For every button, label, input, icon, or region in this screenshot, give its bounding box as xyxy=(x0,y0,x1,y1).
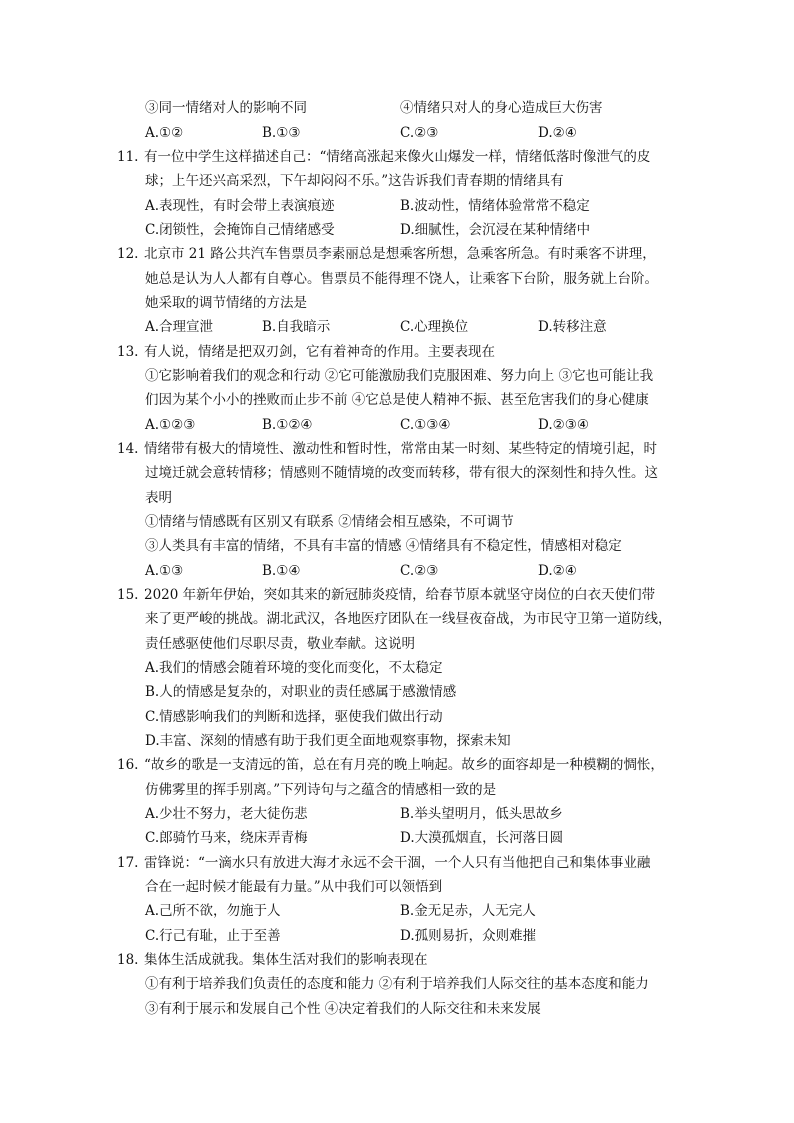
q10-statement-4: ④情绪只对人的身心造成巨大伤害 xyxy=(400,100,603,116)
q11-option-a: A.表现性，有时会带上表演痕迹 xyxy=(145,198,335,214)
q17-stem-line-2: 合在一起时候才能最有力量。”从中我们可以领悟到 xyxy=(145,879,443,895)
q16-option-b: B.举头望明月，低头思故乡 xyxy=(400,806,563,822)
q15-stem-line-1: 15. 2020 年新年伊始，突如其来的新冠肺炎疫情，给春节原本就坚守岗位的白衣天使们带 xyxy=(117,583,655,607)
q11-option-b: B.波动性，情绪体验常常不稳定 xyxy=(400,198,590,214)
q16-stem-line-1: 16. “故乡的歌是一支清远的笛，总在有月亮的晚上响起。故乡的面容却是一种模糊的惆怅， xyxy=(117,753,664,777)
q16-option-a: A.少壮不努力，老大徒伤悲 xyxy=(145,806,308,822)
q11-stem-line-2: 球；上午还兴高采烈，下午却闷闷不乐。”这告诉我们青春期的情绪具有 xyxy=(145,173,564,189)
q15-option-c: C.情感影响我们的判断和选择，驱使我们做出行动 xyxy=(145,709,443,725)
q10-option-d: D.②④ xyxy=(538,125,577,141)
q12-number: 12. xyxy=(117,246,139,262)
q11-option-c: C.闭锁性，会掩饰自己情绪感受 xyxy=(145,222,335,238)
q14-option-b: B.①④ xyxy=(262,563,301,579)
q17-stem-line-1: 17. 雷锋说：“一滴水只有放进大海才永远不会干涸，一个人只有当他把自己和集体事业融 xyxy=(117,851,650,875)
q13-stem-line-1: 13. 有人说，情绪是把双刃剑，它有着神奇的作用。主要表现在 xyxy=(117,340,495,364)
q14-number: 14. xyxy=(117,441,139,457)
q17-option-d: D.孤则易折，众则难摧 xyxy=(400,928,537,944)
q13-stem-line-2: ①它影响着我们的观念和行动 ②它可能激励我们克服困难、努力向上 ③它也可能让我 xyxy=(145,368,654,384)
q13-stem-line-3: 们因为某个小小的挫败而止步不前 ④它总是使人精神不振、甚至危害我们的身心健康 xyxy=(145,392,649,408)
q14-stem-line-3: 表明 xyxy=(145,490,172,506)
q12-option-c: C.心理换位 xyxy=(400,319,469,335)
q14-statements-3-4: ③人类具有丰富的情绪，不具有丰富的情感 ④情绪具有不稳定性，情感相对稳定 xyxy=(145,538,622,554)
q17-number: 17. xyxy=(117,855,139,871)
q10-option-c: C.②③ xyxy=(400,125,439,141)
q15-option-b: B.人的情感是复杂的，对职业的责任感属于感激情感 xyxy=(145,684,457,700)
q13-option-d: D.②③④ xyxy=(538,417,589,433)
q18-statements-1-2: ①有利于培养我们负责任的态度和能力 ②有利于培养我们人际交往的基本态度和能力 xyxy=(145,976,649,992)
q11-option-d: D.细腻性，会沉浸在某种情绪中 xyxy=(400,222,591,238)
q13-option-a: A.①②③ xyxy=(145,417,196,433)
q15-option-d: D.丰富、深刻的情感有助于我们更全面地观察事物，探索未知 xyxy=(145,733,511,749)
q14-stem-line-2: 过境迁就会意转情移；情感则不随情境的改变而转移，带有很大的深刻性和持久性。这 xyxy=(145,465,658,481)
q12-option-d: D.转移注意 xyxy=(538,319,607,335)
q12-option-b: B.自我暗示 xyxy=(262,319,331,335)
q12-stem-line-3: 她采取的调节情绪的方法是 xyxy=(145,295,307,311)
q14-option-a: A.①③ xyxy=(145,563,184,579)
q13-option-c: C.①③④ xyxy=(400,417,451,433)
q15-option-a: A.我们的情感会随着环境的变化而变化，不太稳定 xyxy=(145,660,443,676)
q16-option-c: C.郎骑竹马来，绕床弄青梅 xyxy=(145,830,308,846)
q17-option-c: C.行己有耻，止于至善 xyxy=(145,928,281,944)
q15-stem-line-3: 责任感驱使他们尽职尽责，敬业奉献。这说明 xyxy=(145,636,415,652)
q10-statement-3: ③同一情绪对人的影响不同 xyxy=(145,100,307,116)
q18-number: 18. xyxy=(117,952,139,968)
q15-stem-line-2: 来了更严峻的挑战。湖北武汉，各地医疗团队在一线昼夜奋战，为市民守卫第一道防线， xyxy=(145,611,672,627)
q12-option-a: A.合理宣泄 xyxy=(145,319,214,335)
q15-number: 15. xyxy=(117,587,139,603)
q12-stem-line-2: 她总是认为人人都有自尊心。售票员不能得理不饶人，让乘客下台阶，服务就上台阶。 xyxy=(145,271,658,287)
q18-statements-3-4: ③有利于展示和发展自己个性 ④决定着我们的人际交往和未来发展 xyxy=(145,1001,541,1017)
q13-number: 13. xyxy=(117,344,139,360)
q14-statements-1-2: ①情绪与情感既有区别又有联系 ②情绪会相互感染，不可调节 xyxy=(145,514,514,530)
q12-stem-line-1: 12. 北京市 21 路公共汽车售票员李素丽总是想乘客所想，急乘客所急。有时乘客不讲理， xyxy=(117,242,656,266)
q16-option-d: D.大漠孤烟直，长河落日圆 xyxy=(400,830,564,846)
q11-number: 11. xyxy=(117,149,139,165)
q14-stem-line-1: 14. 情绪带有极大的情境性、激动性和暂时性，常常由某一时刻、某些特定的情境引起，时 xyxy=(117,437,657,461)
q14-option-d: D.②④ xyxy=(538,563,577,579)
q18-stem-line-1: 18. 集体生活成就我。集体生活对我们的影响表现在 xyxy=(117,948,428,972)
q14-option-c: C.②③ xyxy=(400,563,439,579)
q11-stem-line-1: 11. 有一位中学生这样描述自己：“情绪高涨起来像火山爆发一样，情绪低落时像泄气的皮 xyxy=(117,145,650,169)
q10-option-a: A.①② xyxy=(145,125,184,141)
q17-option-a: A.己所不欲，勿施于人 xyxy=(145,903,281,919)
q17-option-b: B.金无足赤，人无完人 xyxy=(400,903,536,919)
q16-stem-line-2: 仿佛雾里的挥手别离。”下列诗句与之蕴含的情感相一致的是 xyxy=(145,782,497,798)
q10-option-b: B.①③ xyxy=(262,125,301,141)
q13-option-b: B.①②④ xyxy=(262,417,313,433)
q16-number: 16. xyxy=(117,757,139,773)
